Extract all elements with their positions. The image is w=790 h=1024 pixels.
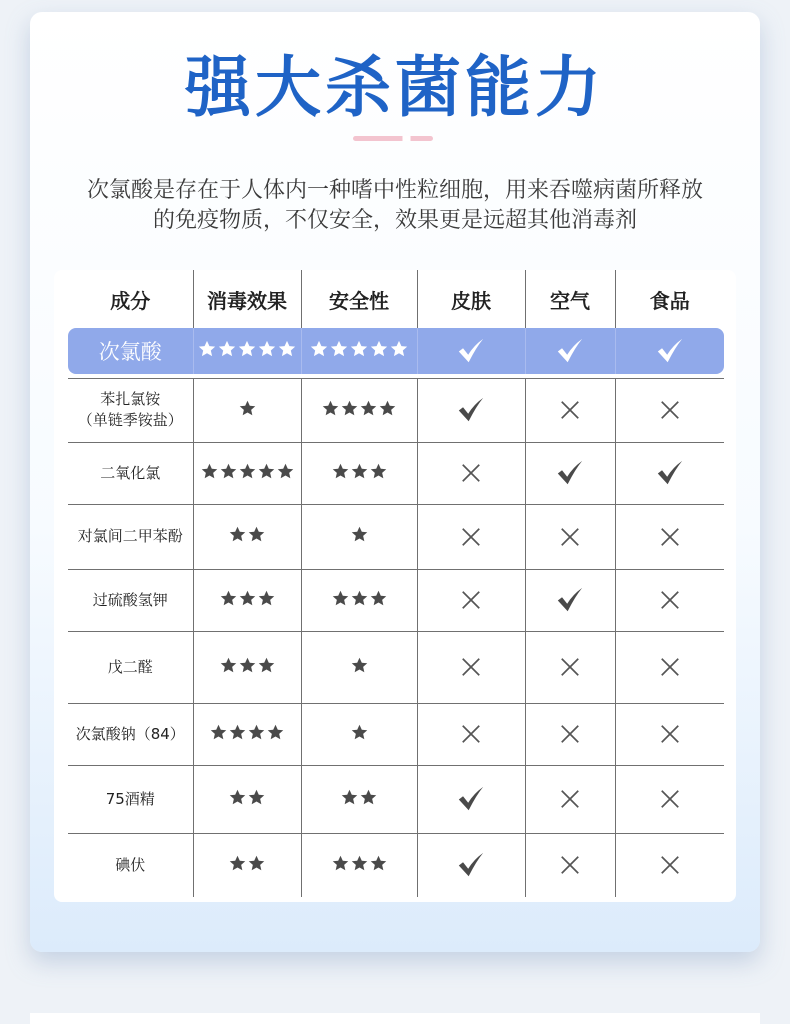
star-icon	[238, 589, 257, 608]
skin-suitability	[417, 765, 525, 833]
cross-icon	[659, 788, 681, 810]
cross-icon	[559, 854, 581, 876]
food-suitability	[615, 442, 724, 504]
ingredient-name-line: 二氧化氯	[100, 463, 161, 482]
star-icon	[369, 854, 388, 873]
cross-icon	[659, 854, 681, 876]
ingredient-name	[68, 569, 193, 631]
table-row	[68, 378, 724, 442]
star-icon	[237, 339, 257, 359]
food-suitability	[615, 569, 724, 631]
effect-rating	[193, 765, 301, 833]
skin-suitability	[417, 504, 525, 569]
header-skin: 皮肤	[417, 270, 525, 328]
ingredient-name-line: 碘伏	[115, 855, 146, 874]
star-rating	[228, 788, 266, 807]
ingredient-name-line: 戊二醛	[107, 657, 153, 676]
star-icon	[228, 723, 247, 742]
air-suitability	[525, 833, 615, 897]
effect-rating	[193, 569, 301, 631]
cross-icon	[460, 462, 482, 484]
ingredient-name-note: （单链季铵盐）	[77, 411, 183, 429]
check-icon	[456, 395, 486, 425]
table-row-highlighted	[68, 328, 724, 374]
check-icon	[655, 336, 685, 366]
star-icon	[369, 339, 389, 359]
check-icon	[456, 336, 486, 366]
safety-rating	[301, 504, 417, 569]
star-icon	[238, 462, 257, 481]
table-row	[68, 569, 724, 631]
star-icon	[309, 339, 329, 359]
header-effect: 消毒效果	[193, 270, 301, 328]
ingredient-name	[68, 378, 193, 442]
table-row	[68, 703, 724, 765]
star-icon	[350, 525, 369, 544]
cross-icon	[659, 399, 681, 421]
star-rating	[350, 525, 369, 544]
star-icon	[350, 854, 369, 873]
star-icon	[369, 462, 388, 481]
ingredient-name	[68, 703, 193, 765]
star-rating	[309, 339, 409, 359]
table-row	[68, 504, 724, 569]
star-icon	[350, 589, 369, 608]
bottom-strip	[30, 1013, 760, 1024]
food-suitability	[615, 328, 724, 374]
star-icon	[329, 339, 349, 359]
feature-card	[30, 12, 760, 952]
star-icon	[266, 723, 285, 742]
ingredient-name-line: 苯扎氯铵	[100, 390, 161, 408]
safety-rating	[301, 703, 417, 765]
star-icon	[219, 462, 238, 481]
ingredient-name-line: 过硫酸氢钾	[92, 590, 168, 609]
ingredient-name	[68, 765, 193, 833]
star-rating	[228, 525, 266, 544]
skin-suitability	[417, 833, 525, 897]
cross-icon	[460, 723, 482, 745]
check-icon	[456, 850, 486, 880]
ingredient-name	[68, 442, 193, 504]
skin-suitability	[417, 442, 525, 504]
star-rating	[350, 723, 369, 742]
food-suitability	[615, 703, 724, 765]
table-row	[68, 631, 724, 703]
cross-icon	[559, 399, 581, 421]
star-icon	[369, 589, 388, 608]
star-rating	[331, 462, 388, 481]
star-icon	[219, 589, 238, 608]
effect-rating	[193, 328, 301, 374]
star-icon	[389, 339, 409, 359]
table-row	[68, 765, 724, 833]
star-icon	[350, 656, 369, 675]
cross-icon	[460, 589, 482, 611]
check-icon	[456, 784, 486, 814]
star-rating	[350, 656, 369, 675]
food-suitability	[615, 378, 724, 442]
star-icon	[217, 339, 237, 359]
air-suitability	[525, 765, 615, 833]
header-food: 食品	[615, 270, 724, 328]
intro-line-2: 的免疫物质，不仅安全，效果更是远超其他消毒剂	[152, 208, 637, 233]
safety-rating	[301, 631, 417, 703]
ingredient-name	[68, 328, 193, 374]
safety-rating	[301, 833, 417, 897]
star-icon	[331, 854, 350, 873]
skin-suitability	[417, 631, 525, 703]
star-icon	[247, 854, 266, 873]
safety-rating	[301, 328, 417, 374]
cross-icon	[460, 656, 482, 678]
star-icon	[209, 723, 228, 742]
star-icon	[257, 589, 276, 608]
star-icon	[257, 339, 277, 359]
star-icon	[378, 399, 397, 418]
star-icon	[276, 462, 295, 481]
cross-icon	[659, 589, 681, 611]
star-icon	[228, 525, 247, 544]
food-suitability	[615, 631, 724, 703]
star-rating	[219, 656, 276, 675]
cross-icon	[460, 526, 482, 548]
effect-rating	[193, 504, 301, 569]
star-rating	[321, 399, 397, 418]
star-icon	[238, 656, 257, 675]
title-divider	[353, 136, 433, 141]
cross-icon	[659, 723, 681, 745]
check-icon	[555, 458, 585, 488]
effect-rating	[193, 631, 301, 703]
ingredient-name	[68, 631, 193, 703]
page-title: 强大杀菌能力	[185, 49, 605, 126]
food-suitability	[615, 765, 724, 833]
skin-suitability	[417, 703, 525, 765]
ingredient-name-line: 对氯间二甲苯酚	[77, 527, 183, 545]
air-suitability	[525, 703, 615, 765]
star-icon	[331, 462, 350, 481]
header-safety: 安全性	[301, 270, 417, 328]
air-suitability	[525, 378, 615, 442]
star-rating	[228, 854, 266, 873]
star-icon	[340, 788, 359, 807]
cross-icon	[559, 656, 581, 678]
safety-rating	[301, 765, 417, 833]
star-icon	[277, 339, 297, 359]
star-icon	[321, 399, 340, 418]
star-icon	[349, 339, 369, 359]
food-suitability	[615, 504, 724, 569]
check-icon	[555, 585, 585, 615]
cross-icon	[559, 788, 581, 810]
comparison-table-panel	[54, 270, 736, 902]
intro-text	[50, 176, 740, 236]
ingredient-name	[68, 833, 193, 897]
ingredient-name-line: 75酒精	[105, 789, 155, 808]
star-rating	[200, 462, 295, 481]
star-icon	[200, 462, 219, 481]
star-icon	[228, 854, 247, 873]
star-icon	[331, 589, 350, 608]
star-rating	[209, 723, 285, 742]
star-rating	[238, 399, 257, 418]
table-row	[68, 442, 724, 504]
star-rating	[197, 339, 297, 359]
cross-icon	[659, 656, 681, 678]
star-icon	[340, 399, 359, 418]
check-icon	[655, 458, 685, 488]
effect-rating	[193, 703, 301, 765]
star-icon	[350, 462, 369, 481]
skin-suitability	[417, 378, 525, 442]
ingredient-name-line: 次氯酸钠（84）	[75, 724, 185, 743]
star-rating	[340, 788, 378, 807]
air-suitability	[525, 442, 615, 504]
cross-icon	[559, 526, 581, 548]
skin-suitability	[417, 569, 525, 631]
intro-line-1: 次氯酸是存在于人体内一种嗜中性粒细胞，用来吞噬病菌所释放	[86, 178, 703, 203]
header-air: 空气	[525, 270, 615, 328]
star-icon	[247, 788, 266, 807]
air-suitability	[525, 569, 615, 631]
air-suitability	[525, 631, 615, 703]
star-rating	[331, 589, 388, 608]
star-icon	[247, 525, 266, 544]
comparison-table	[68, 270, 724, 897]
star-icon	[238, 399, 257, 418]
star-icon	[359, 788, 378, 807]
check-icon	[555, 336, 585, 366]
star-icon	[219, 656, 238, 675]
effect-rating	[193, 442, 301, 504]
star-icon	[247, 723, 266, 742]
star-icon	[197, 339, 217, 359]
safety-rating	[301, 569, 417, 631]
star-icon	[350, 723, 369, 742]
cross-icon	[559, 723, 581, 745]
header-ingredient: 成分	[110, 288, 151, 313]
star-icon	[228, 788, 247, 807]
star-rating	[219, 589, 276, 608]
star-icon	[257, 656, 276, 675]
food-suitability	[615, 833, 724, 897]
safety-rating	[301, 442, 417, 504]
air-suitability	[525, 504, 615, 569]
ingredient-name-line: 次氯酸	[98, 340, 162, 364]
table-row	[68, 833, 724, 897]
effect-rating	[193, 833, 301, 897]
air-suitability	[525, 328, 615, 374]
star-icon	[359, 399, 378, 418]
skin-suitability	[417, 328, 525, 374]
cross-icon	[659, 526, 681, 548]
effect-rating	[193, 378, 301, 442]
star-icon	[257, 462, 276, 481]
ingredient-name	[68, 504, 193, 569]
table-header-row	[68, 270, 724, 328]
star-rating	[331, 854, 388, 873]
safety-rating	[301, 378, 417, 442]
